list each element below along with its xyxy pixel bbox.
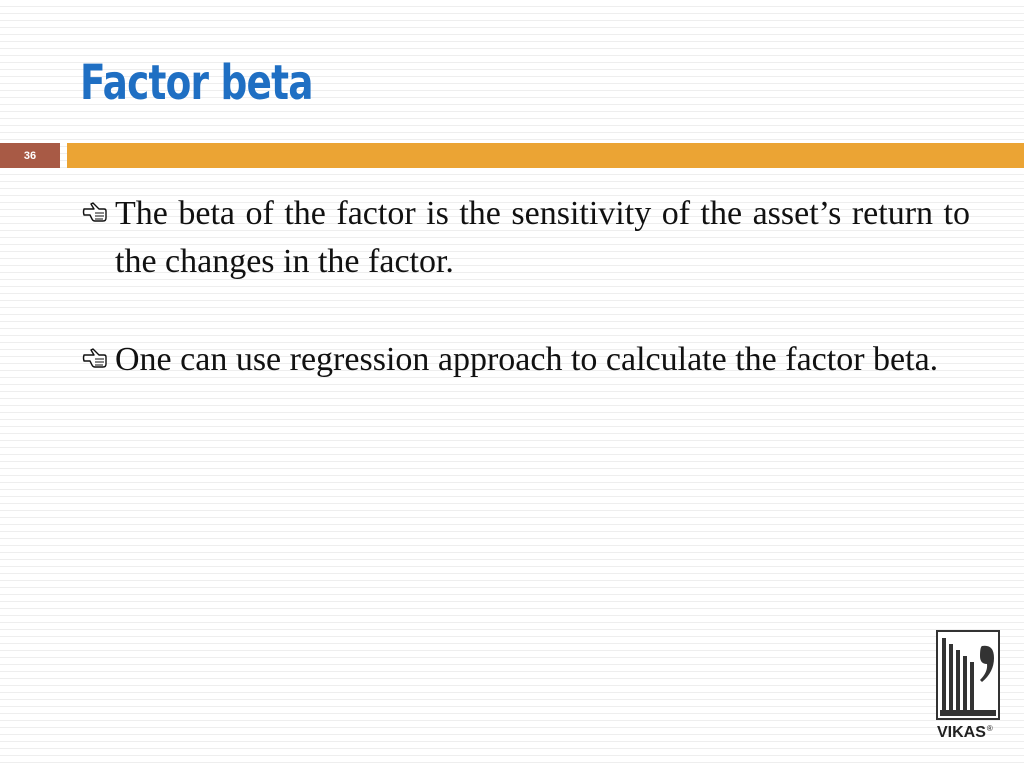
accent-bar — [67, 143, 1024, 168]
bullet-item — [82, 336, 970, 384]
logo-wordmark: VIKAS® — [937, 724, 993, 741]
bullet-item — [82, 190, 970, 286]
pointing-hand-icon — [82, 190, 115, 229]
bullet-text: The beta of the factor is the sensitivity of the asset’s return to the changes in the factor. — [115, 195, 970, 280]
bullet-list — [82, 190, 970, 434]
pointing-hand-icon — [82, 336, 115, 375]
bullet-text: One can use regression approach to calculate the factor beta. — [115, 341, 939, 378]
slide-number: 36 — [0, 143, 60, 168]
slide-title: Factor beta — [80, 55, 313, 111]
